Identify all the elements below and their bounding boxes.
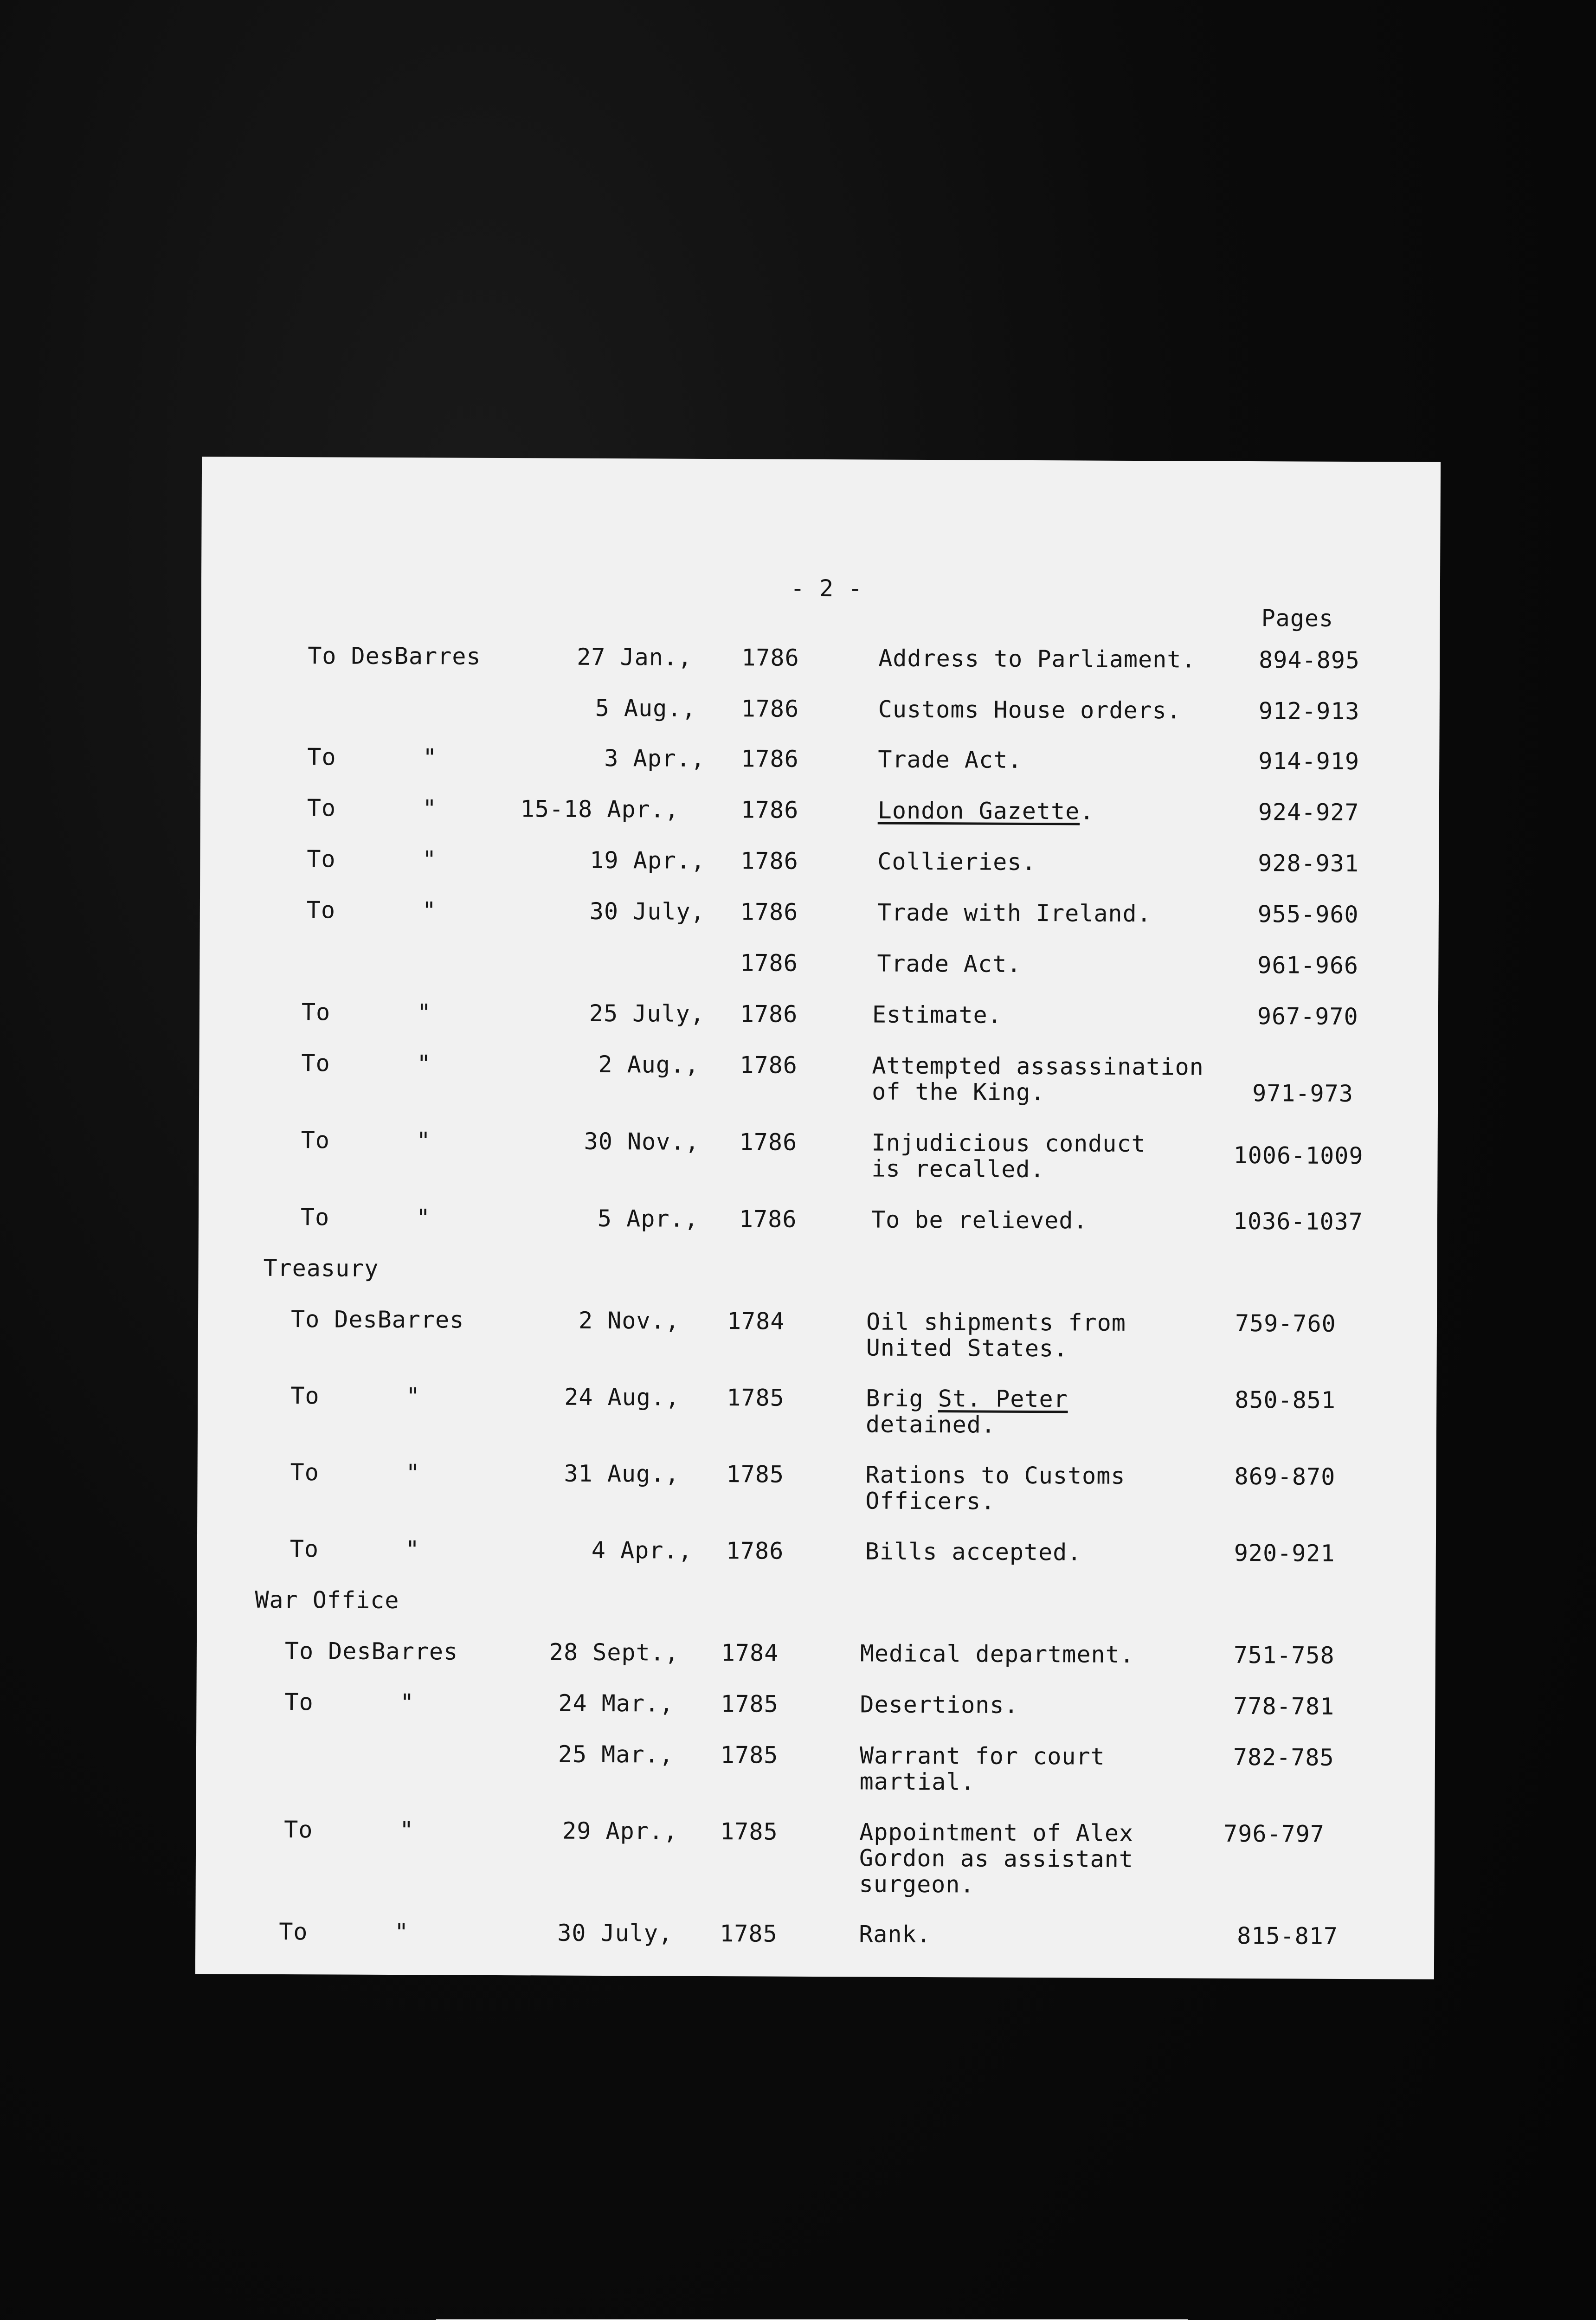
entry-pages: 955-960 [1257, 901, 1359, 928]
entry-recipient: To " [301, 1050, 431, 1077]
entry-date: 3 Apr., [604, 744, 706, 772]
entry-recipient: To DesBarres [308, 642, 481, 670]
entry-year: 1786 [739, 1205, 797, 1233]
entry-recipient: To " [301, 999, 431, 1026]
entry-year: 1785 [720, 1741, 779, 1769]
entry-recipient: To " [307, 794, 437, 822]
entry-date: 30 July, [589, 897, 705, 925]
entry-date: 31 Aug., [564, 1460, 680, 1488]
entry-subject: Oil shipments from [866, 1308, 1126, 1336]
entry-year: 1786 [740, 847, 798, 875]
entry-subject: Rations to Customs [865, 1461, 1126, 1489]
entry-recipient: To DesBarres [284, 1637, 458, 1665]
entry-pages: 912-913 [1258, 697, 1360, 725]
entry-year: 1786 [741, 695, 799, 722]
entry-date: 2 Aug., [598, 1050, 700, 1078]
entry-date: 5 Apr., [597, 1205, 699, 1232]
entry-pages: 759-760 [1235, 1309, 1336, 1337]
entry-pages: 914-919 [1258, 748, 1360, 775]
entry-recipient: To " [307, 845, 437, 873]
entry-subject: Address to Parliament. [878, 644, 1196, 673]
entry-year: 1786 [740, 796, 799, 824]
entry-recipient: To " [290, 1459, 420, 1487]
entry-subject-title: London Gazette [877, 797, 1080, 825]
entry-date: 30 July, [557, 1919, 673, 1947]
entry-date: 30 Nov., [584, 1128, 700, 1155]
section-heading-treasury: Treasury [263, 1254, 379, 1282]
entry-date: 27 Jan., [577, 643, 693, 671]
entry-subject: Desertions. [860, 1691, 1019, 1719]
entry-subject: Warrant for court [859, 1742, 1105, 1770]
entry-year: 1786 [726, 1537, 784, 1565]
entry-pages: 815-817 [1237, 1922, 1339, 1950]
entry-year: 1786 [739, 1128, 798, 1156]
entry-date: 24 Aug., [564, 1383, 680, 1411]
entry-recipient: To " [290, 1535, 420, 1563]
entry-pages: 961-966 [1257, 952, 1359, 980]
entry-year: 1786 [740, 1000, 798, 1028]
entry-subject: Attempted assassination [872, 1052, 1204, 1081]
entry-pages: 894-895 [1259, 646, 1360, 674]
entry-year: 1786 [740, 1051, 798, 1079]
entry-subject: To be relieved. [871, 1206, 1088, 1234]
entry-subject: Appointment of Alex [859, 1818, 1134, 1847]
page-number: - 2 - [790, 574, 863, 602]
entry-date: 28 Sept., [549, 1638, 679, 1666]
entry-subject-line2: detained. [865, 1411, 996, 1438]
section-heading-war-office: War Office [255, 1586, 399, 1614]
entry-subject-line3: surgeon. [859, 1870, 975, 1898]
entry-pages: 782-785 [1233, 1743, 1334, 1771]
entry-year: 1785 [720, 1920, 778, 1947]
entry-recipient: To DesBarres [290, 1306, 464, 1334]
entry-pages: 967-970 [1257, 1003, 1358, 1031]
entry-recipient: To " [284, 1688, 415, 1716]
entry-year: 1786 [741, 644, 799, 671]
entry-pages: 1036-1037 [1233, 1207, 1364, 1236]
entry-subject: Customs House orders. [878, 696, 1182, 724]
entry-subject: Medical department. [860, 1640, 1134, 1668]
entry-date: 2 Nov., [578, 1307, 680, 1334]
entry-year: 1785 [721, 1690, 779, 1718]
entry-pages: 751-758 [1233, 1641, 1335, 1669]
entry-subject: Trade Act. [878, 746, 1023, 773]
entry-pages: 920-921 [1234, 1539, 1335, 1567]
entry-date: 5 Aug., [595, 694, 696, 722]
entry-subject: Trade with Ireland. [877, 899, 1152, 928]
entry-date: 29 Apr., [562, 1817, 678, 1845]
entry-pages: 924-927 [1258, 799, 1359, 826]
entry-subject-line2: United States. [866, 1334, 1068, 1362]
entry-subject-line2: of the King. [872, 1078, 1045, 1106]
entry-recipient: To " [284, 1816, 414, 1844]
entry-year: 1784 [727, 1308, 785, 1335]
entry-subject: Bills accepted. [865, 1538, 1082, 1566]
document-page [195, 457, 1441, 1979]
entry-recipient: To " [306, 896, 437, 924]
entry-year: 1786 [741, 745, 799, 773]
entry-subject: Rank. [859, 1920, 931, 1948]
entry-year: 1786 [740, 898, 798, 926]
entry-recipient: To " [279, 1918, 409, 1946]
entry-subject: Collieries. [877, 848, 1036, 876]
entry-pages: 928-931 [1258, 850, 1359, 877]
entry-recipient: To " [301, 1127, 431, 1154]
entry-subject: Trade Act. [877, 950, 1022, 978]
entry-subject: Injudicious conduct [871, 1129, 1146, 1158]
entry-recipient: To " [300, 1204, 431, 1231]
entry-subject-line2: martial. [859, 1768, 975, 1796]
entry-recipient: To " [290, 1382, 421, 1410]
entry-date: 15-18 Apr., [520, 795, 680, 823]
entry-date: 4 Apr., [591, 1536, 693, 1564]
entry-date: 24 Mar., [558, 1689, 674, 1717]
entry-subject-line2: Officers. [865, 1487, 996, 1515]
entry-year: 1785 [727, 1384, 785, 1411]
entry-recipient: To " [307, 743, 438, 771]
entry-year: 1786 [740, 949, 798, 977]
entry-pages: 869-870 [1234, 1463, 1336, 1490]
entry-date: 25 Mar., [558, 1740, 674, 1768]
entry-subject-line2: Gordon as assistant [859, 1844, 1134, 1873]
entry-pages: 971-973 [1252, 1080, 1354, 1108]
entry-year: 1785 [720, 1818, 778, 1845]
entry-pages: 778-781 [1233, 1692, 1335, 1720]
pages-column-header: Pages [1261, 605, 1334, 632]
entry-year: 1785 [726, 1461, 785, 1488]
entry-subject: Estimate. [872, 1001, 1002, 1029]
entry-subject [878, 798, 1094, 825]
entry-subject-suffix: . [1080, 798, 1094, 825]
entry-pages: 1006-1009 [1233, 1141, 1364, 1170]
entry-pages: 850-851 [1235, 1386, 1336, 1414]
entry-subject-line2: is recalled. [871, 1155, 1045, 1183]
entry-date: 19 Apr., [590, 846, 706, 874]
entry-pages: 796-797 [1223, 1820, 1325, 1848]
entry-year: 1784 [721, 1639, 779, 1667]
entry-subject-title: St. Peter [938, 1385, 1068, 1413]
entry-date: 25 July, [589, 999, 705, 1027]
entry-subject-prefix: Brig [866, 1385, 938, 1412]
entry-subject [866, 1385, 1068, 1412]
